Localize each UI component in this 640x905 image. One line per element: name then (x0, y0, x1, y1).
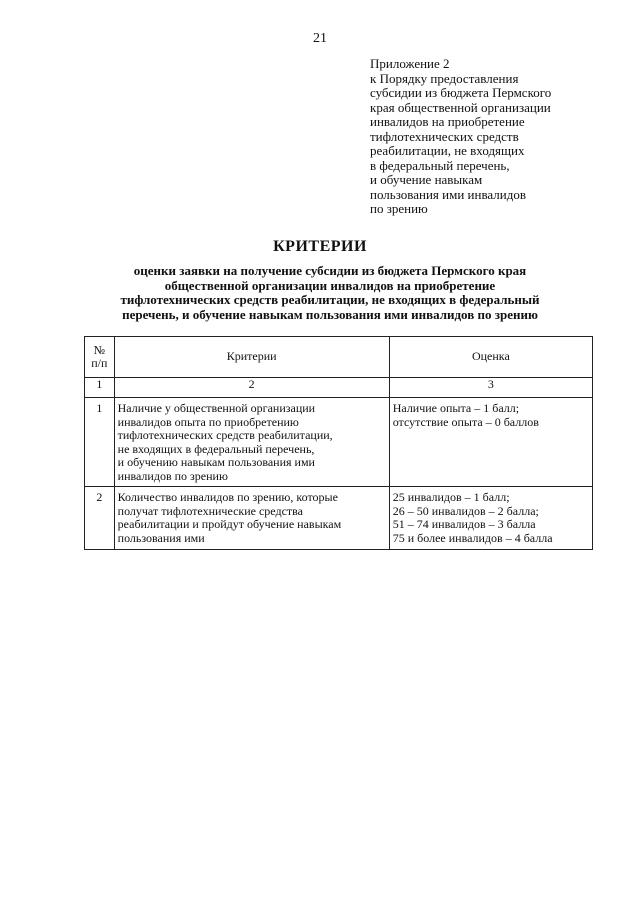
criteria-cell (114, 487, 389, 550)
score-line: 26 – 50 инвалидов – 2 балла; (392, 503, 539, 518)
appendix-line: пользования ими инвалидов (370, 186, 526, 202)
table-index-row (85, 378, 593, 398)
score-cell (389, 398, 592, 487)
table-row (85, 487, 593, 550)
appendix-line: края общественной организации (370, 99, 551, 115)
criteria-line: не входящих в федеральный перечень, (117, 441, 315, 456)
criteria-line: тифлотехнических средств реабилитации, (117, 428, 333, 442)
header-num-line1: № (93, 342, 106, 357)
score-cell (389, 487, 592, 550)
header-score: Оценка (389, 337, 592, 378)
score-line: отсутствие опыта – 0 баллов (392, 414, 539, 429)
page-number: 21 (313, 31, 327, 46)
appendix-line: и обучение навыкам (370, 172, 483, 187)
criteria-line: получат тифлотехнические средства (117, 503, 303, 518)
appendix-line: инвалидов на приобретение (370, 114, 525, 129)
score-line: Наличие опыта – 1 балл; (392, 401, 520, 415)
score-line: 75 и более инвалидов – 4 балла (392, 530, 553, 545)
header-criteria: Критерии (114, 337, 389, 378)
subtitle-line: общественной организации инвалидов на приобретение (164, 277, 496, 293)
criteria-line: инвалидов по зрению (117, 468, 228, 483)
row-number: 2 (96, 490, 103, 504)
appendix-line: в федеральный перечень, (370, 157, 510, 173)
criteria-table (84, 336, 593, 550)
subtitle-line: оценки заявки на получение субсидии из бюджета Пермского края (133, 263, 527, 278)
criteria-line: инвалидов опыта по приобретению (117, 414, 299, 429)
row-number-cell (85, 487, 115, 550)
header-num-line2: п/п (91, 356, 108, 370)
document-title: КРИТЕРИИ (273, 238, 367, 255)
subtitle-line: тифлотехнических средств реабилитации, не входящих в федеральный (120, 292, 540, 307)
appendix-line: реабилитации, не входящих (370, 143, 525, 158)
row-number-cell (85, 398, 115, 487)
criteria-line: Количество инвалидов по зрению, которые (117, 490, 338, 504)
appendix-line: Приложение 2 (370, 56, 450, 71)
appendix-note (370, 57, 610, 217)
row-number: 1 (96, 401, 103, 415)
table-header-row (85, 337, 593, 378)
score-line: 51 – 74 инвалидов – 3 балла (392, 517, 536, 531)
index-cell: 3 (389, 378, 592, 398)
criteria-line: Наличие у общественной организации (117, 401, 316, 415)
score-line: 25 инвалидов – 1 балл; (392, 490, 510, 504)
index-cell: 2 (114, 378, 389, 398)
appendix-line: к Порядку предоставления (370, 70, 519, 86)
appendix-line: по зрению (370, 201, 428, 216)
subtitle-line: перечень, и обучение навыкам пользования ими инвалидов по зрению (122, 306, 538, 322)
criteria-cell (114, 398, 389, 487)
header-num (85, 337, 115, 378)
criteria-line: реабилитации и пройдут обучение навыкам (117, 517, 342, 531)
criteria-line: и обучению навыкам пользования ими (117, 455, 315, 469)
appendix-line: субсидии из бюджета Пермского (370, 85, 552, 100)
appendix-line: тифлотехнических средств (370, 128, 519, 144)
index-cell: 1 (85, 378, 115, 398)
document-subtitle (60, 264, 600, 322)
criteria-line: пользования ими (117, 530, 205, 545)
table-row (85, 398, 593, 487)
